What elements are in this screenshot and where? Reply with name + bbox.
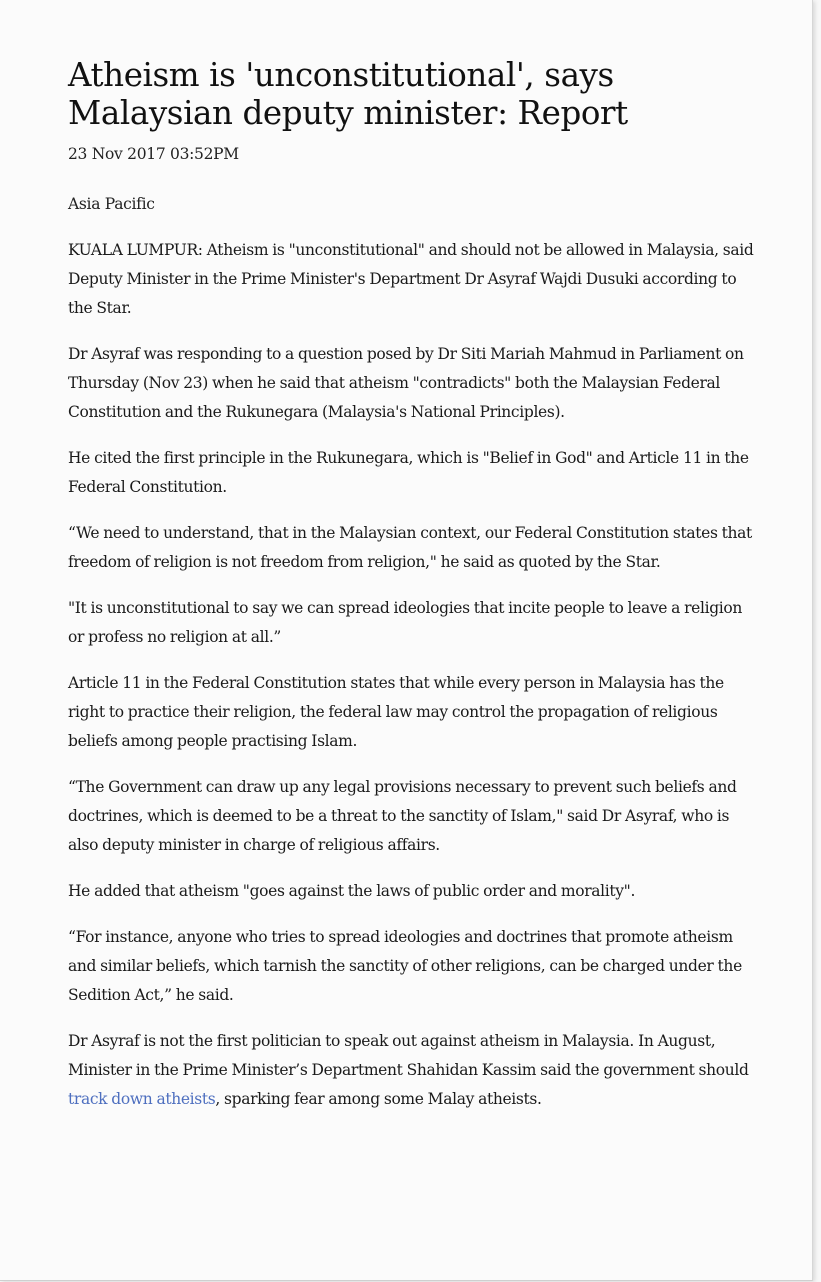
paragraph: He cited the first principle in the Rukunegara, which is "Belief in God" and Article 11 in the Federal Constitution. [68,449,749,496]
paragraph: KUALA LUMPUR: Atheism is "unconstitutional" and should not be allowed in Malaysia, said Deputy Minister in the Prime Minister's Department Dr Asyraf Wajdi Dusuki according to the Star. [68,241,754,317]
paragraph: "It is unconstitutional to say we can spread ideologies that incite people to leave a religion or profess no religion at all.” [68,599,743,646]
headline: Atheism is 'unconstitutional', says Malaysian deputy minister: Report [68,56,628,132]
paragraph: “We need to understand, that in the Malaysian context, our Federal Constitution states that freedom of religion is not freedom from religion," he said as quoted by the Star. [68,524,752,571]
article-body [68,236,758,1114]
publish-date: 23 Nov 2017 03:52PM [68,145,239,163]
paragraph-last [68,1027,758,1114]
paragraph: He added that atheism "goes against the laws of public order and morality". [68,882,636,900]
paragraph-text-after-link: , sparking fear among some Malay atheists. [215,1090,542,1108]
paragraph: Article 11 in the Federal Constitution states that while every person in Malaysia has the right to practice their religion, the federal law may control the propagation of religious beliefs among people practising Islam. [68,674,724,750]
paragraph: Dr Asyraf was responding to a question posed by Dr Siti Mariah Mahmud in Parliament on Thursday (Nov 23) when he said that atheism "contradicts" both the Malaysian Federal Constitution and the Rukunegara (Malaysia's National Principles). [68,345,744,421]
section-label: Asia Pacific [68,195,155,213]
track-down-atheists-link[interactable]: track down atheists [68,1090,216,1108]
article [68,56,758,1114]
paragraph: “For instance, anyone who tries to spread ideologies and doctrines that promote atheism and similar beliefs, which tarnish the sanctity of other religions, can be charged under the Sedition Act,” he said. [68,928,742,1004]
paragraph: “The Government can draw up any legal provisions necessary to prevent such beliefs and doctrines, which is deemed to be a threat to the sanctity of Islam," said Dr Asyraf, who is also deputy minister in charge of religious affairs. [68,778,737,854]
paragraph-text-before-link: Dr Asyraf is not the first politician to speak out against atheism in Malaysia. In August, Minister in the Prime Minister’s Department Shahidan Kassim said the government should [68,1032,749,1079]
